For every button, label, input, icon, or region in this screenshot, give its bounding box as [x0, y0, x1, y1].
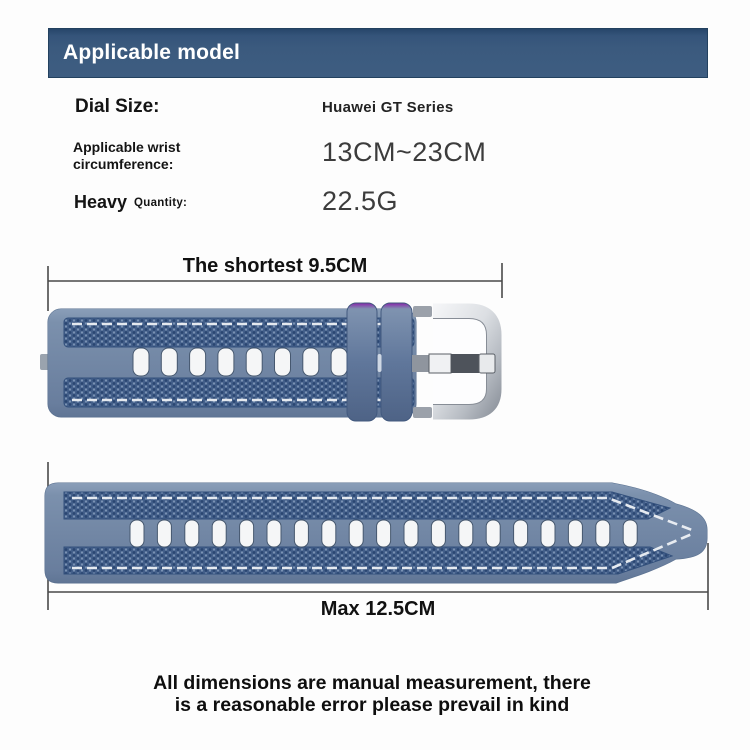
weight-sublabel: Quantity:: [134, 197, 188, 209]
dial-size-value: Huawei GT Series: [322, 99, 454, 116]
texture-band-top: [64, 492, 670, 519]
weight-value: 22.5G: [322, 186, 399, 216]
disclaimer-line2: is a reasonable error please prevail in kind: [174, 693, 570, 716]
buckle: [412, 306, 495, 418]
section-header-banner: [48, 28, 708, 78]
wrist-label-line1: Applicable wrist: [73, 139, 181, 155]
keeper-loop-1: [347, 303, 377, 421]
disclaimer-text: [0, 673, 744, 716]
short-strap-dimension-label: The shortest 9.5CM: [182, 255, 368, 277]
keeper-loop-2: [381, 303, 412, 421]
wrist-circumference-label: [73, 139, 180, 173]
dial-size-label: Dial Size:: [75, 96, 160, 117]
disclaimer-line1: All dimensions are manual measurement, there: [153, 672, 591, 694]
wrist-label-line2: circumference:: [73, 156, 174, 172]
buckle-lug-bottom: [413, 407, 432, 418]
weight-label: Heavy: [74, 192, 128, 212]
section-title: Applicable model: [63, 41, 241, 64]
short-strap-illustration: [0, 250, 750, 440]
buckle-prong: [412, 354, 495, 373]
keeper-gap-highlight: [378, 354, 382, 372]
texture-band-bottom: [64, 547, 672, 574]
buckle-lug-top: [413, 306, 432, 317]
long-strap-dimension-label: Max 12.5CM: [320, 598, 436, 620]
wrist-circumference-value: 13CM~23CM: [322, 137, 487, 167]
